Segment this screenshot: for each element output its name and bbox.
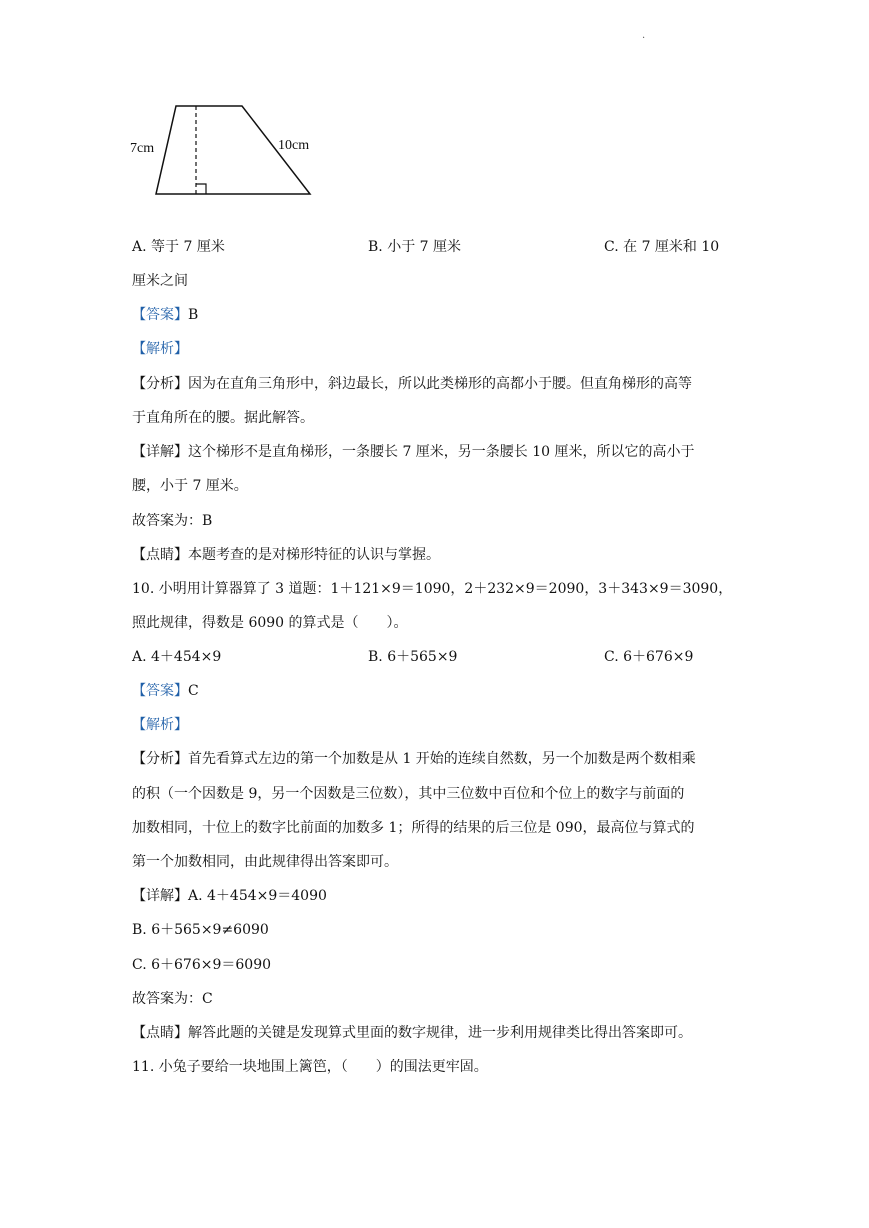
dianjing-tag: 【点睛】 xyxy=(132,547,188,563)
q10-stem-line-2: 照此规律，得数是 6090 的算式是（ ）。 xyxy=(132,615,408,631)
q10-xiangjie-c: C. 6＋676×9＝6090 xyxy=(132,957,272,973)
q10-fenxi-line-1 xyxy=(132,749,869,769)
fenxi-text: 因为在直角三角形中，斜边最长，所以此类梯形的高都小于腰。但直角梯形的高等 xyxy=(188,376,692,392)
answer-tag: 【答案】 xyxy=(132,683,188,699)
q10-option-a: A. 4＋454×9 xyxy=(132,649,222,665)
q9-option-a: A. 等于 7 厘米 xyxy=(132,239,225,255)
answer-value: C xyxy=(188,683,199,699)
q9-answer xyxy=(132,305,869,325)
q10-stem-line-1: 10. 小明用计算器算了 3 道题：1＋121×9＝1090，2＋232×9＝2090，3＋343×9＝3090， xyxy=(132,581,733,597)
xiangjie-tag: 【详解】 xyxy=(132,444,188,460)
trapezoid-figure xyxy=(128,98,328,202)
dianjing-tag: 【点睛】 xyxy=(132,1025,188,1041)
page-marker: . xyxy=(642,30,646,41)
q9-fenxi-line-1 xyxy=(132,374,869,394)
xiangjie-text: 这个梯形不是直角梯形，一条腰长 7 厘米，另一条腰长 10 厘米，所以它的高小于 xyxy=(188,444,695,460)
q10-option-b: B. 6＋565×9 xyxy=(368,649,458,665)
fenxi-tag: 【分析】 xyxy=(132,376,188,392)
q10-xiangjie-a xyxy=(132,886,869,906)
q10-option-c: C. 6＋676×9 xyxy=(604,649,694,665)
q10-fenxi-line-3: 加数相同，十位上的数字比前面的加数多 1；所得的结果的后三位是 090，最高位与算式的 xyxy=(132,820,695,836)
q10-fenxi-line-4: 第一个加数相同，由此规律得出答案即可。 xyxy=(132,854,398,870)
q9-option-c: C. 在 7 厘米和 10 xyxy=(604,239,720,255)
right-angle-mark xyxy=(196,184,206,194)
q9-xiangjie-line-2: 腰，小于 7 厘米。 xyxy=(132,478,248,494)
q9-dianjing xyxy=(132,545,869,565)
q9-conclusion: 故答案为：B xyxy=(132,513,213,529)
xiangjie-text: A. 4＋454×9＝4090 xyxy=(188,888,327,904)
dianjing-text: 本题考查的是对梯形特征的认识与掌握。 xyxy=(188,547,440,563)
xiangjie-tag: 【详解】 xyxy=(132,888,188,904)
q10-dianjing xyxy=(132,1023,869,1043)
right-side-label: 10cm xyxy=(278,138,310,153)
q9-fenxi-line-2: 于直角所在的腰。据此解答。 xyxy=(132,410,314,426)
q10-analysis-tag: 【解析】 xyxy=(132,717,188,733)
q10-xiangjie-b: B. 6＋565×9≠6090 xyxy=(132,922,269,938)
q10-answer xyxy=(132,681,869,701)
q9-option-c-cont: 厘米之间 xyxy=(132,273,188,289)
q9-xiangjie-line-1 xyxy=(132,442,869,462)
q10-conclusion: 故答案为：C xyxy=(132,991,213,1007)
q9-option-b: B. 小于 7 厘米 xyxy=(368,239,461,255)
fenxi-text: 首先看算式左边的第一个加数是从 1 开始的连续自然数，另一个加数是两个数相乘 xyxy=(188,751,696,767)
dianjing-text: 解答此题的关键是发现算式里面的数字规律，进一步利用规律类比得出答案即可。 xyxy=(188,1025,692,1041)
q9-analysis-tag: 【解析】 xyxy=(132,341,188,357)
fenxi-tag: 【分析】 xyxy=(132,751,188,767)
answer-value: B xyxy=(188,307,199,323)
q10-fenxi-line-2: 的积（一个因数是 9，另一个因数是三位数），其中三位数中百位和个位上的数字与前面的 xyxy=(132,786,685,802)
left-side-label: 7cm xyxy=(130,141,155,156)
answer-tag: 【答案】 xyxy=(132,307,188,323)
q11-stem: 11. 小兔子要给一块地围上篱笆，（ ）的围法更牢固。 xyxy=(132,1059,488,1075)
